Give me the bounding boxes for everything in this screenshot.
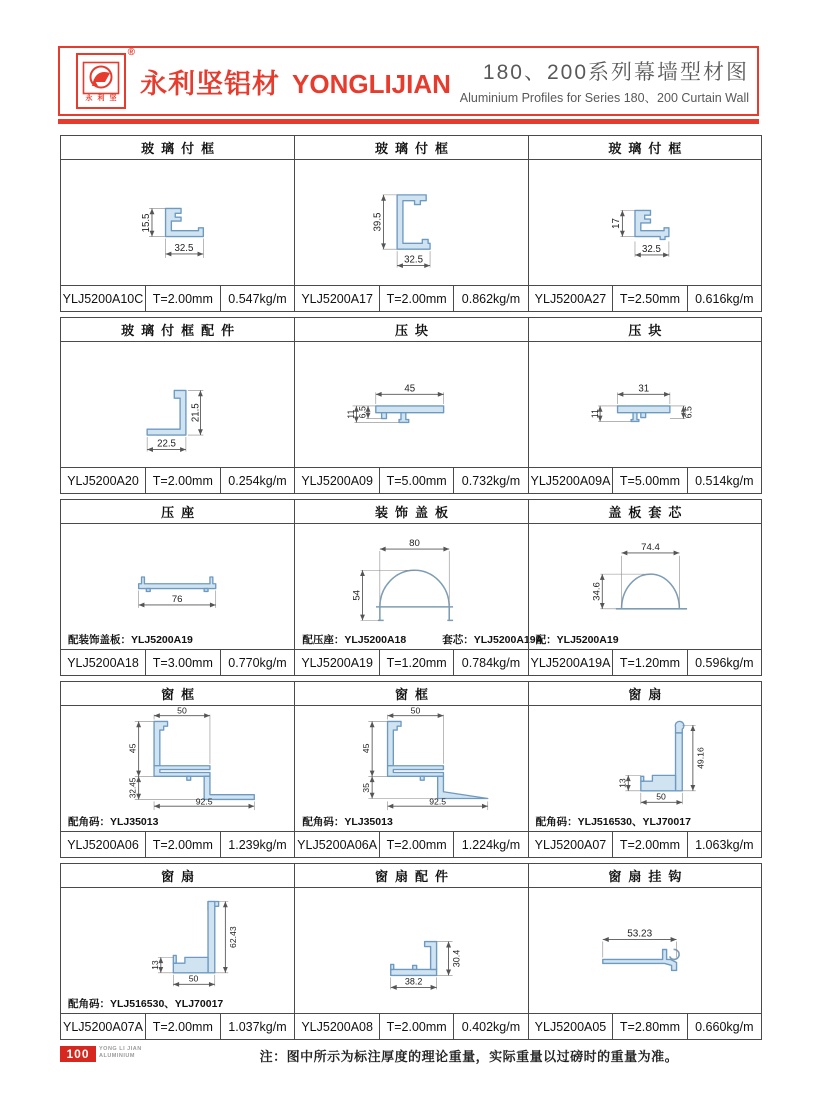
profile-table xyxy=(60,135,762,1045)
dim-label: 49.16 xyxy=(695,747,706,769)
cell-title: 压块 xyxy=(295,318,527,342)
dim-label: 22.5 xyxy=(157,438,176,450)
thickness: T=2.00mm xyxy=(145,468,220,493)
profile-cell-ylj5200a10c xyxy=(61,136,294,311)
model-number: YLJ5200A06 xyxy=(67,837,139,852)
cell-title: 盖板套芯 xyxy=(529,500,761,524)
cell-title: 窗框 xyxy=(61,682,294,706)
spec-row xyxy=(295,831,527,857)
dim-label: 21.5 xyxy=(190,403,202,423)
profile-cell-ylj5200a19 xyxy=(294,500,544,675)
profile-drawing xyxy=(529,160,761,285)
model-number: YLJ5200A27 xyxy=(534,291,607,306)
thickness: T=2.00mm xyxy=(145,286,220,311)
spec-row xyxy=(61,1013,294,1039)
profile-svg xyxy=(61,524,294,630)
profile-shape xyxy=(376,406,444,413)
model-number: YLJ5200A09 xyxy=(301,473,373,488)
table-row xyxy=(60,499,762,676)
profile-cell-ylj5200a17 xyxy=(294,136,527,311)
thickness: T=2.00mm xyxy=(379,286,453,311)
profile-shape xyxy=(388,721,401,765)
profile-shape xyxy=(391,964,417,969)
dim-label: 76 xyxy=(171,594,183,606)
profile-svg xyxy=(529,160,761,285)
cell-title: 玻璃付框 xyxy=(61,136,294,160)
registered-mark-icon: ® xyxy=(127,47,135,58)
model-number: YLJ5200A08 xyxy=(301,1019,373,1034)
spec-row xyxy=(61,467,294,493)
profile-shape xyxy=(631,413,646,422)
weight: 1.037kg/m xyxy=(220,1014,295,1039)
profile-cell-ylj5200a09 xyxy=(294,318,527,493)
thickness: T=2.00mm xyxy=(612,832,686,857)
profile-shape xyxy=(669,949,679,959)
profile-svg xyxy=(529,888,761,1013)
model-number: YLJ5200A19 xyxy=(301,655,373,670)
weight: 0.660kg/m xyxy=(687,1014,761,1039)
profile-drawing xyxy=(295,706,527,812)
weight: 0.732kg/m xyxy=(453,468,527,493)
cell-title: 玻璃付框 xyxy=(529,136,761,160)
profile-shape xyxy=(640,776,643,781)
profile-drawing xyxy=(529,706,761,812)
weight: 1.063kg/m xyxy=(687,832,761,857)
extension-lines xyxy=(361,551,450,620)
accessory-note xyxy=(529,630,761,649)
dim-label: 50 xyxy=(188,973,199,984)
table-row xyxy=(60,135,762,312)
company-name-cn: 永利坚铝材 xyxy=(140,68,280,99)
logo-characters: 永利坚 xyxy=(85,94,122,102)
dim-label: 32.45 xyxy=(128,777,138,799)
dim-label: 53.23 xyxy=(626,928,652,940)
weight: 0.616kg/m xyxy=(687,286,761,311)
company-name-en: YONGLIJIAN xyxy=(292,68,451,99)
dim-label: 32.5 xyxy=(641,244,661,256)
profile-shape xyxy=(640,775,675,790)
model-number: YLJ5200A06A xyxy=(297,837,378,852)
cell-title: 装饰盖板 xyxy=(295,500,527,524)
thickness: T=2.00mm xyxy=(145,832,220,857)
accessory-note xyxy=(61,812,294,831)
extension-lines xyxy=(600,556,679,609)
weight: 0.254kg/m xyxy=(220,468,295,493)
profile-svg xyxy=(295,888,527,1013)
spec-row xyxy=(295,1013,527,1039)
footer xyxy=(60,1046,762,1065)
profile-shape xyxy=(425,942,437,970)
profile-shape xyxy=(154,721,167,765)
profile-shape xyxy=(438,776,488,798)
weight: 0.514kg/m xyxy=(687,468,761,493)
profile-cell-ylj5200a06 xyxy=(61,682,294,857)
profile-shape xyxy=(391,969,437,975)
note-text: 配角码：YLJ35013 xyxy=(302,816,393,828)
spec-row xyxy=(529,831,761,857)
profile-shape xyxy=(602,950,676,971)
profile-drawing xyxy=(529,888,761,1013)
thickness: T=5.00mm xyxy=(612,468,686,493)
dim-label: 80 xyxy=(409,538,421,550)
profile-shape xyxy=(187,776,191,780)
dim-label: 45 xyxy=(361,743,372,754)
profile-svg xyxy=(61,342,294,467)
profile-drawing xyxy=(295,888,527,1013)
model-number: YLJ5200A20 xyxy=(67,473,139,488)
profile-svg xyxy=(295,524,527,630)
profile-drawing xyxy=(61,706,294,812)
page-number-badge: 100 xyxy=(60,1046,96,1062)
dim-label: 15.5 xyxy=(141,213,153,233)
thickness: T=2.00mm xyxy=(379,832,453,857)
profile-svg xyxy=(295,706,527,812)
profile-shape xyxy=(139,577,216,589)
profile-shape xyxy=(154,766,210,777)
dim-label: 38.2 xyxy=(405,976,423,987)
thickness: T=5.00mm xyxy=(379,468,453,493)
profile-cell-ylj5200a08 xyxy=(294,864,527,1039)
red-divider xyxy=(58,119,759,124)
note-text: 套芯：YLJ5200A19A xyxy=(442,634,544,646)
dim-label: 62.43 xyxy=(227,926,238,948)
dim-label: 45 xyxy=(127,743,138,754)
dim-label: 34.6 xyxy=(591,582,603,601)
table-row xyxy=(60,863,762,1040)
profile-drawing xyxy=(295,342,527,467)
profile-shape xyxy=(173,957,208,972)
profile-shape xyxy=(617,406,669,413)
table-row xyxy=(60,317,762,494)
profile-drawing xyxy=(529,524,761,630)
spec-row xyxy=(295,467,527,493)
spec-row xyxy=(61,285,294,311)
dim-label: 31 xyxy=(637,383,649,395)
accessory-note xyxy=(295,630,544,649)
model-number: YLJ5200A09A xyxy=(530,473,611,488)
dim-label: 6.5 xyxy=(683,406,694,419)
model-number: YLJ5200A17 xyxy=(301,291,373,306)
dim-label: 92.5 xyxy=(429,796,447,807)
dim-label: 32.5 xyxy=(404,254,424,266)
weight: 1.239kg/m xyxy=(220,832,295,857)
accessory-note xyxy=(61,994,294,1013)
dim-label: 50 xyxy=(655,791,666,802)
profile-shape xyxy=(635,210,669,239)
profile-shape xyxy=(166,208,204,236)
profile-shape xyxy=(388,766,444,777)
table-row xyxy=(60,681,762,858)
model-number: YLJ5200A07A xyxy=(63,1019,143,1034)
dim-label: 11 xyxy=(346,409,357,419)
spec-row xyxy=(529,649,761,675)
profile-svg xyxy=(61,160,294,285)
header xyxy=(58,46,759,116)
spec-row xyxy=(529,285,761,311)
profile-drawing xyxy=(61,342,294,467)
thickness: T=2.80mm xyxy=(612,1014,686,1039)
dim-label: 50 xyxy=(411,706,421,716)
brand-mini-text xyxy=(99,1046,142,1060)
page-title xyxy=(460,56,757,106)
profile-drawing xyxy=(295,160,527,285)
thickness: T=1.20mm xyxy=(379,650,453,675)
spec-row xyxy=(61,831,294,857)
thickness: T=3.00mm xyxy=(145,650,220,675)
note-text: 配：YLJ5200A19 xyxy=(535,634,619,646)
dim-label: 30.4 xyxy=(451,949,462,968)
cell-title: 压座 xyxy=(61,500,294,524)
thickness: T=2.50mm xyxy=(612,286,686,311)
profile-svg xyxy=(61,888,294,994)
page-title-cn: 180、200系列幕墙型材图 xyxy=(482,61,749,84)
spec-row xyxy=(295,285,527,311)
profile-svg xyxy=(529,706,761,812)
profile-svg xyxy=(295,342,527,467)
note-text: 配角码：YLJ516530、YLJ70017 xyxy=(68,998,224,1010)
profile-cell-ylj5200a19a xyxy=(528,500,761,675)
dim-label: 11 xyxy=(589,409,600,419)
dim-label: 39.5 xyxy=(372,212,384,232)
page-title-en: Aluminium Profiles for Series 180、200 Curtain Wall xyxy=(459,91,749,105)
dim-label: 17 xyxy=(610,218,622,229)
weight: 0.770kg/m xyxy=(220,650,295,675)
thickness: T=2.00mm xyxy=(145,1014,220,1039)
profile-shape xyxy=(382,413,409,423)
profile-shape xyxy=(173,955,176,963)
accessory-note xyxy=(61,630,294,649)
profile-drawing xyxy=(61,524,294,630)
cell-title: 窗扇 xyxy=(529,682,761,706)
dim-label: 54 xyxy=(351,589,363,601)
profile-cell-ylj5200a27 xyxy=(528,136,761,311)
spec-row xyxy=(61,649,294,675)
profile-cell-ylj5200a05 xyxy=(528,864,761,1039)
model-number: YLJ5200A10C xyxy=(62,291,144,306)
dim-label: 92.5 xyxy=(195,796,213,807)
profile-shape xyxy=(397,195,430,249)
profile-drawing xyxy=(61,888,294,994)
dim-label: 13 xyxy=(617,778,628,788)
footer-note: 注：图中所示为标注厚度的理论重量，实际重量以过磅时的重量为准。 xyxy=(259,1049,679,1064)
dim-label: 35 xyxy=(361,783,372,793)
profile-shape xyxy=(421,776,425,780)
weight: 0.862kg/m xyxy=(453,286,527,311)
weight: 0.547kg/m xyxy=(220,286,295,311)
cell-title: 压块 xyxy=(529,318,761,342)
profile-shape xyxy=(208,901,215,972)
weight: 0.402kg/m xyxy=(453,1014,527,1039)
accessory-note xyxy=(529,812,761,831)
profile-drawing xyxy=(61,160,294,285)
accessory-note xyxy=(295,812,527,831)
profile-cell-ylj5200a20 xyxy=(61,318,294,493)
profile-shape xyxy=(675,721,684,733)
brand-line-2: ALUMINIUM xyxy=(99,1052,135,1059)
company-logo xyxy=(76,47,135,109)
profile-shape xyxy=(675,733,682,791)
weight: 0.596kg/m xyxy=(687,650,761,675)
logo-swirl-icon xyxy=(82,61,120,95)
model-number: YLJ5200A19A xyxy=(530,655,611,670)
note-text: 配装饰盖板：YLJ5200A19 xyxy=(68,634,193,646)
spec-row xyxy=(529,467,761,493)
weight: 1.224kg/m xyxy=(453,832,527,857)
weight: 0.784kg/m xyxy=(453,650,527,675)
cell-title: 窗框 xyxy=(295,682,527,706)
dim-label: 50 xyxy=(177,706,187,716)
profile-svg xyxy=(295,160,527,285)
dim-label: 6.5 xyxy=(357,406,368,419)
dim-label: 13 xyxy=(149,960,160,970)
profile-svg xyxy=(529,524,761,630)
profile-drawing xyxy=(295,524,527,630)
model-number: YLJ5200A07 xyxy=(534,837,607,852)
note-text: 配角码：YLJ35013 xyxy=(68,816,159,828)
cell-title: 玻璃付框 xyxy=(295,136,527,160)
profile-cell-ylj5200a18 xyxy=(61,500,294,675)
note-text: 配压座：YLJ5200A18 xyxy=(302,634,407,646)
note-text: 配角码：YLJ516530、YLJ70017 xyxy=(535,816,691,828)
profile-cell-ylj5200a06a xyxy=(294,682,527,857)
cell-title: 玻璃付框配件 xyxy=(61,318,294,342)
thickness: T=1.20mm xyxy=(612,650,686,675)
profile-cell-ylj5200a07a xyxy=(61,864,294,1039)
profile-shape xyxy=(147,390,186,435)
profile-svg xyxy=(529,342,761,467)
dim-label: 32.5 xyxy=(174,243,194,255)
model-number: YLJ5200A18 xyxy=(67,655,139,670)
spec-row xyxy=(295,649,527,675)
profile-svg xyxy=(61,706,294,812)
brand-line-1: YONG LI JIAN xyxy=(99,1046,142,1052)
profile-drawing xyxy=(529,342,761,467)
profile-cell-ylj5200a07 xyxy=(528,682,761,857)
cell-title: 窗扇挂钩 xyxy=(529,864,761,888)
profile-shape xyxy=(376,570,453,620)
thickness: T=2.00mm xyxy=(379,1014,453,1039)
cell-title: 窗扇 xyxy=(61,864,294,888)
profile-cell-ylj5200a09a xyxy=(528,318,761,493)
company-name xyxy=(140,62,451,101)
model-number: YLJ5200A05 xyxy=(534,1019,607,1034)
dim-label: 74.4 xyxy=(640,542,660,554)
cell-title: 窗扇配件 xyxy=(295,864,527,888)
dim-label: 45 xyxy=(404,383,416,395)
profile-shape xyxy=(615,574,686,609)
spec-row xyxy=(529,1013,761,1039)
